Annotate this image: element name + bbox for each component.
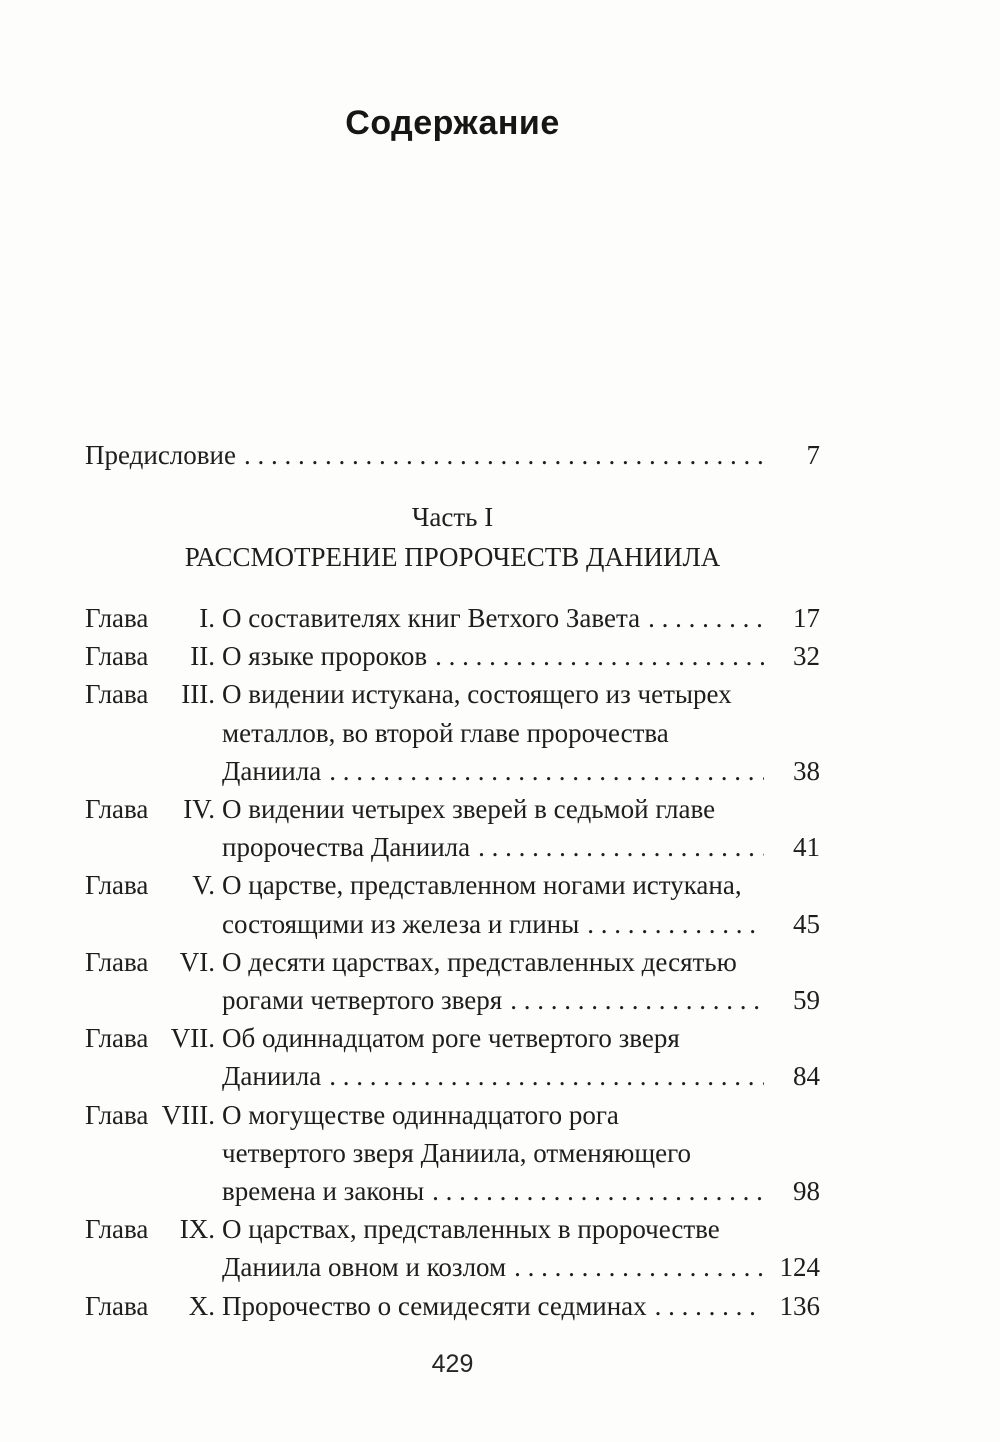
chapters-list (85, 599, 820, 1325)
chapter-numeral: VI. (179, 946, 215, 977)
dot-leader (648, 599, 764, 637)
chapter-title-line: О могуществе одиннадцатого рога (222, 1099, 619, 1130)
chapter-title (222, 1287, 820, 1325)
chapter-title-line: четвертого зверя Даниила, отменяющего (222, 1137, 692, 1168)
toc-chapter-row (85, 599, 820, 637)
dot-leader (510, 981, 764, 1019)
part-title-heading: РАССМОТРЕНИЕ ПРОРОЧЕСТВ ДАНИИЛА (184, 542, 721, 572)
chapter-title-text: Даниила (222, 755, 322, 786)
preface-entry (85, 436, 820, 474)
chapter-title-line (222, 752, 820, 790)
chapter-numeral: VIII. (161, 1099, 215, 1130)
toc-chapter-row (85, 943, 820, 1019)
chapter-title-text: Даниила овном и козлом (222, 1252, 507, 1283)
chapter-title-line (222, 599, 820, 637)
chapter-title-text: пророчества Даниила (222, 832, 471, 863)
chapter-title-line (222, 1287, 820, 1325)
chapter-title-line: Об одиннадцатом роге четвертого зверя (222, 1023, 680, 1054)
chapter-title-text: Даниила (222, 1061, 322, 1092)
chapter-title-line: О видении истукана, состоящего из четырех (222, 679, 732, 710)
page-title: Содержание (345, 104, 560, 142)
chapter-page-number: 45 (793, 908, 820, 939)
chapter-numeral: IV. (183, 794, 215, 825)
chapter-title-line (222, 637, 820, 675)
chapter-title (222, 1210, 820, 1286)
dot-leader (329, 752, 764, 790)
chapter-numeral: IX. (179, 1214, 215, 1245)
chapter-numeral: V. (192, 870, 215, 901)
dot-leader (329, 1057, 764, 1095)
chapter-label: Глава (85, 1214, 149, 1245)
chapter-title (222, 866, 820, 942)
chapter-title-text: О составителях книг Ветхого Завета (222, 603, 641, 633)
toc-chapter-row (85, 1096, 820, 1211)
toc-chapter-row (85, 637, 820, 675)
chapter-page-number: 124 (779, 1252, 820, 1283)
chapter-label: Глава (85, 1290, 149, 1321)
chapter-label: Глава (85, 870, 149, 901)
dot-leader (244, 436, 764, 474)
chapter-title (222, 1096, 820, 1211)
chapter-label: Глава (85, 946, 149, 977)
chapter-title-line: О царствах, представленных в пророчестве (222, 1214, 720, 1245)
chapter-title (222, 637, 820, 675)
chapter-title-text: Пророчество о семидесяти седминах (222, 1290, 647, 1321)
dot-leader (655, 1287, 764, 1325)
chapter-title-text: О языке пророков (222, 641, 428, 672)
dot-leader (435, 637, 764, 675)
chapter-page-number: 136 (779, 1290, 820, 1321)
chapter-title-line: О видении четырех зверей в седьмой главе (222, 794, 716, 825)
chapter-page-number: 98 (793, 1176, 820, 1207)
chapter-title-line: О десяти царствах, представленных десятью (222, 946, 737, 977)
chapter-page-number: 32 (793, 641, 820, 672)
chapter-label: Глава (85, 603, 149, 633)
chapter-numeral: II. (190, 641, 215, 672)
chapter-title-line: О царстве, представленном ногами истукана, (222, 870, 742, 901)
footer-page-number: 429 (431, 1350, 474, 1378)
chapter-label: Глава (85, 794, 149, 825)
chapter-title-line (222, 905, 820, 943)
dot-leader (432, 1172, 764, 1210)
chapter-title-line (222, 1248, 820, 1286)
chapter-title (222, 943, 820, 1019)
chapter-title (222, 599, 820, 637)
chapter-label: Глава (85, 1023, 149, 1054)
chapter-numeral: X. (188, 1290, 215, 1321)
chapter-page-number: 84 (793, 1061, 820, 1092)
dot-leader (514, 1248, 764, 1286)
chapter-numeral: III. (181, 679, 215, 710)
chapter-title (222, 675, 820, 790)
chapter-label: Глава (85, 641, 149, 672)
preface-page-number: 7 (806, 440, 820, 470)
chapter-page-number: 41 (793, 832, 820, 863)
chapter-page-number: 59 (793, 985, 820, 1016)
dot-leader (587, 905, 764, 943)
chapter-title-text: рогами четвертого зверя (222, 985, 503, 1016)
toc-chapter-row (85, 1019, 820, 1095)
chapter-title-line (222, 1172, 820, 1210)
chapter-numeral: VII. (170, 1023, 215, 1054)
toc-chapter-row (85, 1210, 820, 1286)
chapter-title-text: состоящими из железа и глины (222, 908, 580, 939)
part-number-heading: Часть I (411, 502, 494, 532)
toc-chapter-row (85, 790, 820, 866)
chapter-title (222, 1019, 820, 1095)
chapter-title (222, 790, 820, 866)
part-heading (85, 497, 820, 577)
chapter-numeral: I. (199, 603, 215, 633)
chapter-page-number: 17 (793, 603, 820, 633)
chapter-title-line (222, 1057, 820, 1095)
toc-chapter-row (85, 1287, 820, 1325)
chapter-title-text: времена и законы (222, 1176, 425, 1207)
toc-chapter-row (85, 866, 820, 942)
chapter-page-number: 38 (793, 755, 820, 786)
dot-leader (478, 828, 764, 866)
chapter-title-line: металлов, во второй главе пророчества (222, 717, 669, 748)
toc-chapter-row (85, 675, 820, 790)
chapter-title-line (222, 981, 820, 1019)
preface-label: Предисловие (85, 440, 236, 470)
chapter-title-line (222, 828, 820, 866)
chapter-label: Глава (85, 1099, 149, 1130)
chapter-label: Глава (85, 679, 149, 710)
